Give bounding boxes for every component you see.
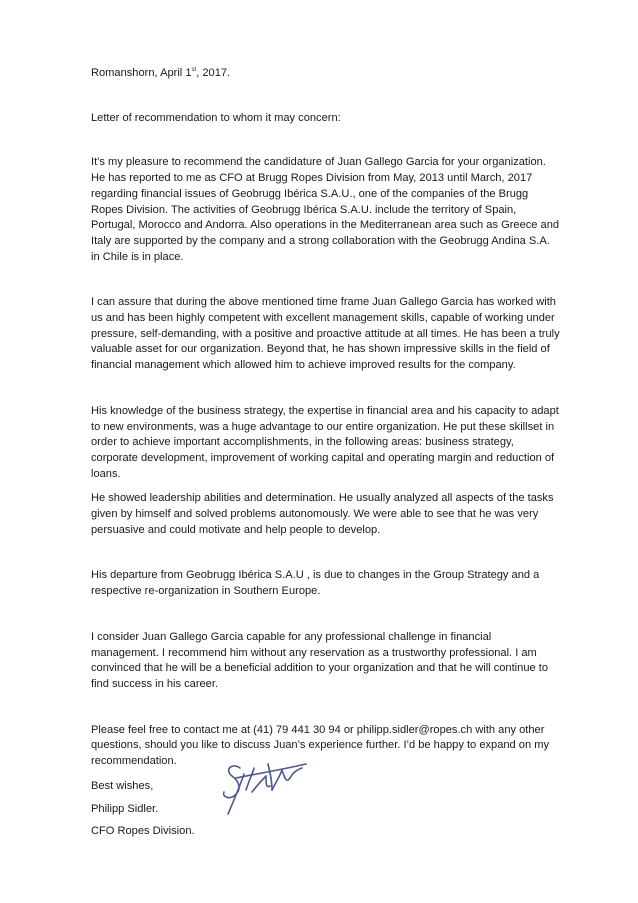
signer-name: Philipp Sidler. — [91, 802, 159, 815]
letter-date: Romanshorn, April 1st, 2017. — [91, 67, 231, 79]
paragraph-introduction: It’s my pleasure to recommend the candidature of Juan Gallego Garcia for your organization. He has reported to me as CFO at Brugg Ropes Division from May, 2013 until March, 2017 regarding financial issues of Geobrugg Ibérica S.A.U., one of the companies of the Brugg Ropes Division. The activities of Geobrugg Ibérica S.A.U. include the territory of Spain, Portugal, Morocco and Andorra. Also operations in the Mediterranean area such as Greece and Italy are supported by the company and a strong collaboration with the Geobrugg Andina S.A. in Chile is in place. — [91, 156, 560, 263]
paragraph-contact: Please feel free to contact me at (41) 79 441 30 94 or philipp.sidler@ropes.ch with any other questions, should you like to discuss Juan’s experience further. I’d be happy to expand on my recommendation. — [91, 723, 550, 768]
paragraph-endorsement: I consider Juan Gallego Garcia capable for any professional challenge in financial management. I recommend him without any reservation as a trustworthy professional. I am convinced that he will be a beneficial addition to your organization and that he will continue to find success in his career. — [91, 630, 548, 690]
handwritten-signature — [210, 756, 320, 826]
letter-body — [91, 66, 561, 847]
paragraph-departure: His departure from Geobrugg Ibérica S.A.U , is due to changes in the Group Strategy and a respective re-organization in Southern Europe. — [91, 569, 540, 598]
signer-title: CFO Ropes Division. — [91, 825, 195, 838]
paragraph-competence: I can assure that during the above mentioned time frame Juan Gallego Garcia has worked with us and has been highly competent with excellent management skills, capable of working under pressure, self-demanding, with a positive and proactive attitude at all times. He has been a truly valuable asset for our organization. Beyond that, he has shown impressive skills in the field of financial management which allowed him to achieve improved results for the company. — [91, 296, 560, 372]
paragraph-leadership: He showed leadership abilities and determination. He usually analyzed all aspects of the tasks given by himself and solved problems autonomously. We were able to see that he was very persuasive and could motivate and help people to develop. — [91, 492, 554, 536]
paragraph-knowledge: His knowledge of the business strategy, the expertise in financial area and his capacity to adapt to new environments, was a huge advantage to our entire organization. He put these skillset in order to achieve important accomplishments, in the following areas: business strategy, corporate development, improvement of working capital and operating margin and reduction of loans. — [91, 404, 559, 480]
letter-subject: Letter of recommendation to whom it may concern: — [91, 111, 341, 124]
closing-greeting: Best wishes, — [91, 779, 154, 792]
